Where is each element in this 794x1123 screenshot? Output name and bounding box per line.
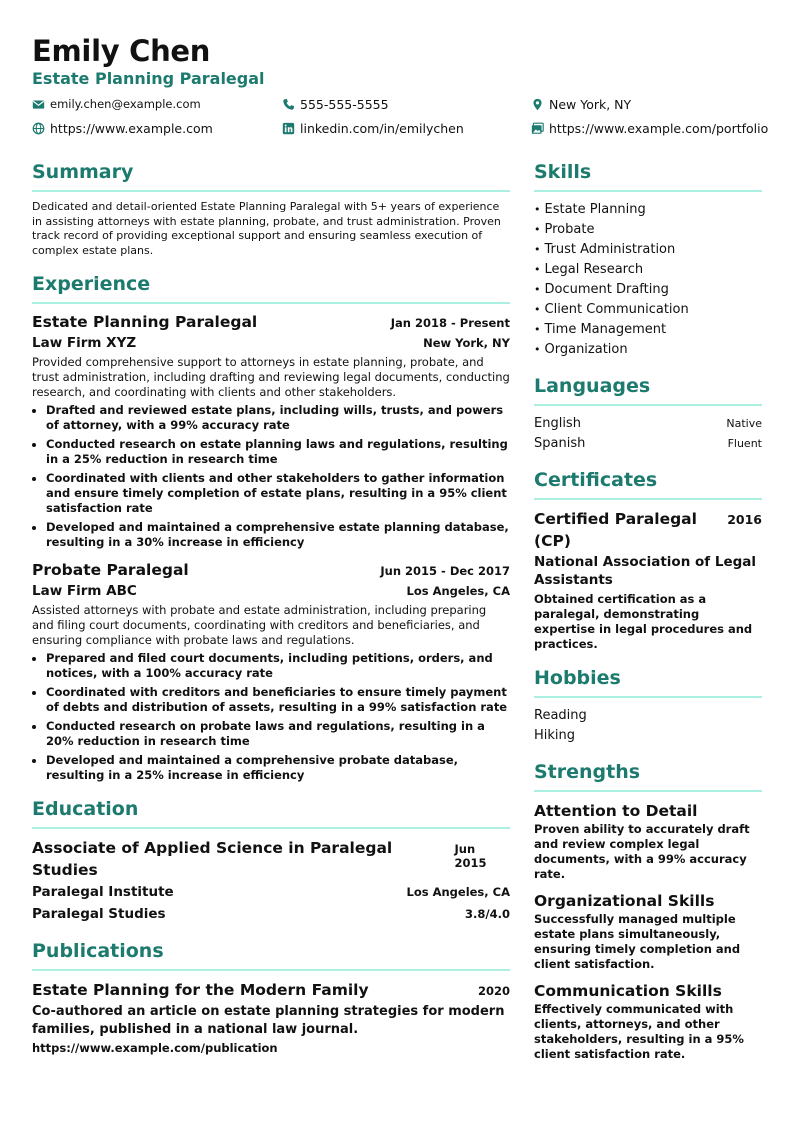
job-bullets xyxy=(32,403,510,550)
language-level: Fluent xyxy=(727,437,762,450)
job-bullet: • Coordinated with clients and other stakeholders to gather information and ensure timely completion of estate plans, resulting in a 95% client satisfaction rate xyxy=(46,471,510,516)
job-bullet: • Conducted research on estate planning laws and regulations, resulting in a 25% reduction in research time xyxy=(46,437,510,467)
skill-item: • Trust Administration xyxy=(534,240,762,260)
summary-heading: Summary xyxy=(32,160,510,192)
strengths-heading: Strengths xyxy=(534,760,762,792)
resume-columns xyxy=(32,160,762,1076)
job-bullets xyxy=(32,651,510,783)
hobby-item: Hiking xyxy=(534,728,576,743)
summary-text: Dedicated and detail-oriented Estate Planning Paralegal with 5+ years of experience in assisting attorneys with estate planning, probate, and trust administration. Proven track record of providing exceptional support and ensuring seamless execution of complex estate plans. xyxy=(32,200,501,257)
publication-title: Estate Planning for the Modern Family xyxy=(32,981,369,999)
location-pin-icon xyxy=(531,98,544,111)
candidate-name: Emily Chen xyxy=(32,34,211,68)
skill-item: • Time Management xyxy=(534,320,762,340)
left-column xyxy=(32,160,510,1076)
skill-item: • Legal Research xyxy=(534,260,762,280)
strength-title: Attention to Detail xyxy=(534,802,698,820)
website-text: https://www.example.com xyxy=(50,120,213,136)
publications-heading: Publications xyxy=(32,939,510,971)
certificate-description: Obtained certification as a paralegal, demonstrating expertise in legal procedures and practices. xyxy=(534,592,753,651)
globe-icon xyxy=(32,122,45,135)
contact-info xyxy=(32,95,769,137)
email-icon xyxy=(32,98,45,111)
publication-link[interactable]: https://www.example.com/publication xyxy=(32,1041,278,1055)
education-heading: Education xyxy=(32,797,510,829)
portfolio-text: https://www.example.com/portfolio xyxy=(549,120,769,136)
job-role: Probate Paralegal xyxy=(32,561,189,579)
strength-title: Organizational Skills xyxy=(534,892,715,910)
contact-phone[interactable] xyxy=(282,95,531,113)
publications-section xyxy=(32,939,510,1055)
job-location: Los Angeles, CA xyxy=(406,584,510,598)
contact-linkedin[interactable] xyxy=(282,119,531,137)
skill-item: • Organization xyxy=(534,340,762,360)
job-bullet: • Developed and maintained a comprehensive estate planning database, resulting in a 30% increase in efficiency xyxy=(46,520,510,550)
right-column xyxy=(534,160,762,1076)
contact-email[interactable] xyxy=(32,95,282,113)
language-name: Spanish xyxy=(534,436,586,451)
language-row xyxy=(534,414,762,434)
contact-website[interactable] xyxy=(32,119,282,137)
strength-description: Proven ability to accurately draft and review complex legal documents, with a 99% accuracy rate. xyxy=(534,822,750,881)
job-bullet: • Coordinated with creditors and beneficiaries to ensure timely payment of debts and distribution of assets, resulting in a 99% satisfaction rate xyxy=(46,685,510,715)
experience-entry xyxy=(32,560,510,783)
strength-title: Communication Skills xyxy=(534,982,722,1000)
education-section xyxy=(32,797,510,925)
hobbies-section xyxy=(534,666,762,746)
job-description: Assisted attorneys with probate and estate administration, including preparing and filing court documents, coordinating with creditors and beneficiaries, and ensuring compliance with probate laws and regulations. xyxy=(32,603,487,647)
education-gpa: 3.8/4.0 xyxy=(465,907,510,921)
job-bullet: • Drafted and reviewed estate plans, including wills, trusts, and powers of attorney, with a 99% accuracy rate xyxy=(46,403,510,433)
education-date: Jun 2015 xyxy=(454,842,487,870)
summary-section xyxy=(32,160,510,258)
phone-icon xyxy=(282,98,295,111)
phone-text: 555-555-5555 xyxy=(300,96,389,112)
location-text: New York, NY xyxy=(549,96,632,112)
strengths-section xyxy=(534,760,762,1062)
job-company: Law Firm XYZ xyxy=(32,335,137,351)
contact-portfolio[interactable] xyxy=(531,119,771,137)
skills-heading: Skills xyxy=(534,160,762,192)
certificate-name: Certified Paralegal (CP) xyxy=(534,510,697,550)
experience-section xyxy=(32,272,510,783)
skill-item: • Probate xyxy=(534,220,762,240)
publication-year: 2020 xyxy=(477,984,510,998)
contact-location xyxy=(531,95,771,113)
skills-section xyxy=(534,160,762,360)
languages-section xyxy=(534,374,762,454)
certificate-organization: National Association of Legal Assistants xyxy=(534,554,757,588)
job-company: Law Firm ABC xyxy=(32,583,137,599)
candidate-title: Estate Planning Paralegal xyxy=(32,69,265,88)
job-role: Estate Planning Paralegal xyxy=(32,313,258,331)
certificates-section xyxy=(534,468,762,652)
job-bullet: • Prepared and filed court documents, including petitions, orders, and notices, with a 100% accuracy rate xyxy=(46,651,510,681)
job-bullet: • Developed and maintained a comprehensive probate database, resulting in a 25% increase in efficiency xyxy=(46,753,510,783)
publication-description: Co-authored an article on estate planning strategies for modern families, published in a national law journal. xyxy=(32,1004,505,1037)
job-bullet: • Conducted research on probate laws and regulations, resulting in a 20% reduction in research time xyxy=(46,719,510,749)
certificates-heading: Certificates xyxy=(534,468,762,500)
job-location: New York, NY xyxy=(423,336,510,350)
linkedin-text: linkedin.com/in/emilychen xyxy=(300,120,464,136)
education-degree: Associate of Applied Science in Paralegal Studies xyxy=(32,839,393,879)
hobbies-heading: Hobbies xyxy=(534,666,762,698)
job-dates: Jan 2018 - Present xyxy=(390,316,510,330)
skill-item: • Document Drafting xyxy=(534,280,762,300)
skill-item: • Client Communication xyxy=(534,300,762,320)
language-level: Native xyxy=(726,417,762,430)
education-location: Los Angeles, CA xyxy=(406,885,510,899)
strength-description: Effectively communicated with clients, attorneys, and other stakeholders, resulting in a 95% client satisfaction rate. xyxy=(534,1002,744,1061)
language-name: English xyxy=(534,416,581,431)
languages-heading: Languages xyxy=(534,374,762,406)
strength-description: Successfully managed multiple estate plans simultaneously, ensuring timely completion and client satisfaction. xyxy=(534,912,741,971)
experience-entry xyxy=(32,312,510,550)
linkedin-icon xyxy=(282,122,295,135)
skill-item: • Estate Planning xyxy=(534,200,762,220)
certificate-year: 2016 xyxy=(727,512,762,527)
language-row xyxy=(534,434,762,454)
email-text: emily.chen@example.com xyxy=(50,97,201,111)
experience-heading: Experience xyxy=(32,272,510,304)
job-dates: Jun 2015 - Dec 2017 xyxy=(380,564,510,578)
portfolio-image-icon xyxy=(531,122,544,135)
education-field: Paralegal Studies xyxy=(32,906,166,922)
job-description: Provided comprehensive support to attorneys in estate planning, probate, and trust administration, including drafting and reviewing legal documents, conducting research, and coordinating with clients and other stakeholders. xyxy=(32,355,510,399)
hobby-item: Reading xyxy=(534,708,587,723)
education-school: Paralegal Institute xyxy=(32,884,174,900)
